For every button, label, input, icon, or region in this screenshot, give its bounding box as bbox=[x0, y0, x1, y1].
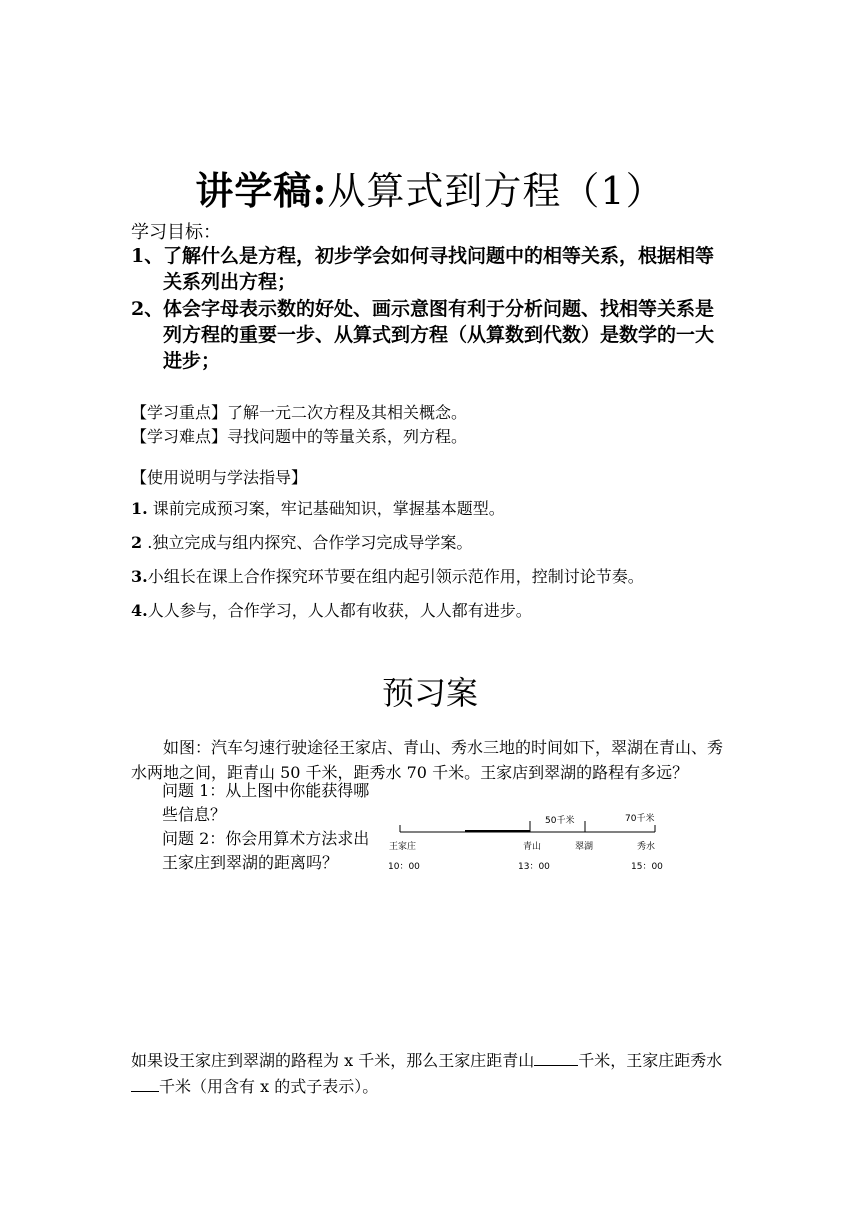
title-prefix: 讲学稿 bbox=[195, 168, 313, 213]
key-point: 【学习重点】了解一元二次方程及其相关概念。 bbox=[131, 403, 468, 422]
place-cuihu: 翠湖 bbox=[575, 842, 594, 852]
place-qingshan: 青山 bbox=[523, 842, 542, 852]
answer-blank-2[interactable] bbox=[131, 1075, 159, 1092]
route-diagram bbox=[385, 808, 675, 878]
problem-text: 如图：汽车匀速行驶途径王家店、青山、秀水三地的时间如下，翠湖在青山、秀水两地之间，距青山 50 千米，距秀水 70 千米。王家店到翠湖的路程有多远？ bbox=[131, 738, 724, 782]
instruction-item-1 bbox=[131, 496, 505, 519]
instruction-number: 1. bbox=[131, 499, 148, 518]
fill-in-question bbox=[131, 1048, 731, 1100]
distance-label-50: 50千米 bbox=[545, 816, 575, 826]
instruction-number: 3. bbox=[131, 567, 148, 586]
section-title: 预习案 bbox=[381, 674, 478, 712]
question-1: 问题 1：从上图中你能获得哪些信息？ bbox=[162, 781, 370, 824]
instruction-text: 人人参与，合作学习，人人都有收获，人人都有进步。 bbox=[147, 601, 532, 620]
fill-in-text-1: 如果设王家庄到翠湖的路程为 x 千米，那么王家庄距青山 bbox=[131, 1051, 535, 1070]
answer-blank-1[interactable] bbox=[534, 1049, 578, 1066]
instructions-heading: 【使用说明与学法指导】 bbox=[131, 468, 308, 487]
time-qingshan: 13：00 bbox=[518, 862, 550, 872]
fill-in-text-2: 千米，王家庄距秀水 bbox=[578, 1051, 723, 1070]
instruction-text: 小组长在课上合作探究环节要在组内起引领示范作用，控制讨论节奏。 bbox=[147, 567, 644, 586]
place-xiushui: 秀水 bbox=[637, 842, 656, 852]
title-colon: : bbox=[312, 168, 328, 213]
title-rest: 从算式到方程（1） bbox=[327, 169, 665, 213]
goal-number: 2、 bbox=[131, 298, 164, 320]
goal-item-2 bbox=[131, 296, 731, 374]
goal-text: 了解什么是方程，初步学会如何寻找问题中的相等关系，根据相等关系列出方程； bbox=[163, 245, 715, 293]
instruction-number: 4. bbox=[131, 601, 148, 620]
goal-item-1 bbox=[131, 243, 731, 295]
question-2: 问题 2：你会用算术方法求出王家庄到翠湖的距离吗？ bbox=[162, 829, 370, 872]
fill-in-text-3: 千米（用含有 x 的式子表示）。 bbox=[159, 1077, 379, 1096]
instruction-item-2 bbox=[131, 530, 472, 553]
time-xiushui: 15：00 bbox=[631, 862, 663, 872]
instruction-text: .独立完成与组内探究、合作学习完成导学案。 bbox=[142, 533, 473, 552]
distance-label-70: 70千米 bbox=[625, 814, 655, 824]
goals-label: 学习目标： bbox=[131, 222, 221, 243]
place-wangjiazhuang: 王家庄 bbox=[389, 842, 417, 852]
page-title bbox=[0, 160, 860, 215]
instruction-text: 课前完成预习案，牢记基础知识，掌握基本题型。 bbox=[147, 499, 505, 518]
instruction-item-3 bbox=[131, 564, 644, 587]
goal-number: 1、 bbox=[131, 245, 164, 267]
time-wangjiazhuang: 10：00 bbox=[388, 862, 420, 872]
instruction-item-4 bbox=[131, 598, 532, 621]
goal-text: 体会字母表示数的好处、画示意图有利于分析问题、找相等关系是列方程的重要一步、从算式到方程（从算数到代数）是数学的一大进步； bbox=[163, 298, 715, 372]
difficult-point: 【学习难点】寻找问题中的等量关系，列方程。 bbox=[131, 427, 468, 446]
instruction-number: 2 bbox=[131, 533, 143, 552]
